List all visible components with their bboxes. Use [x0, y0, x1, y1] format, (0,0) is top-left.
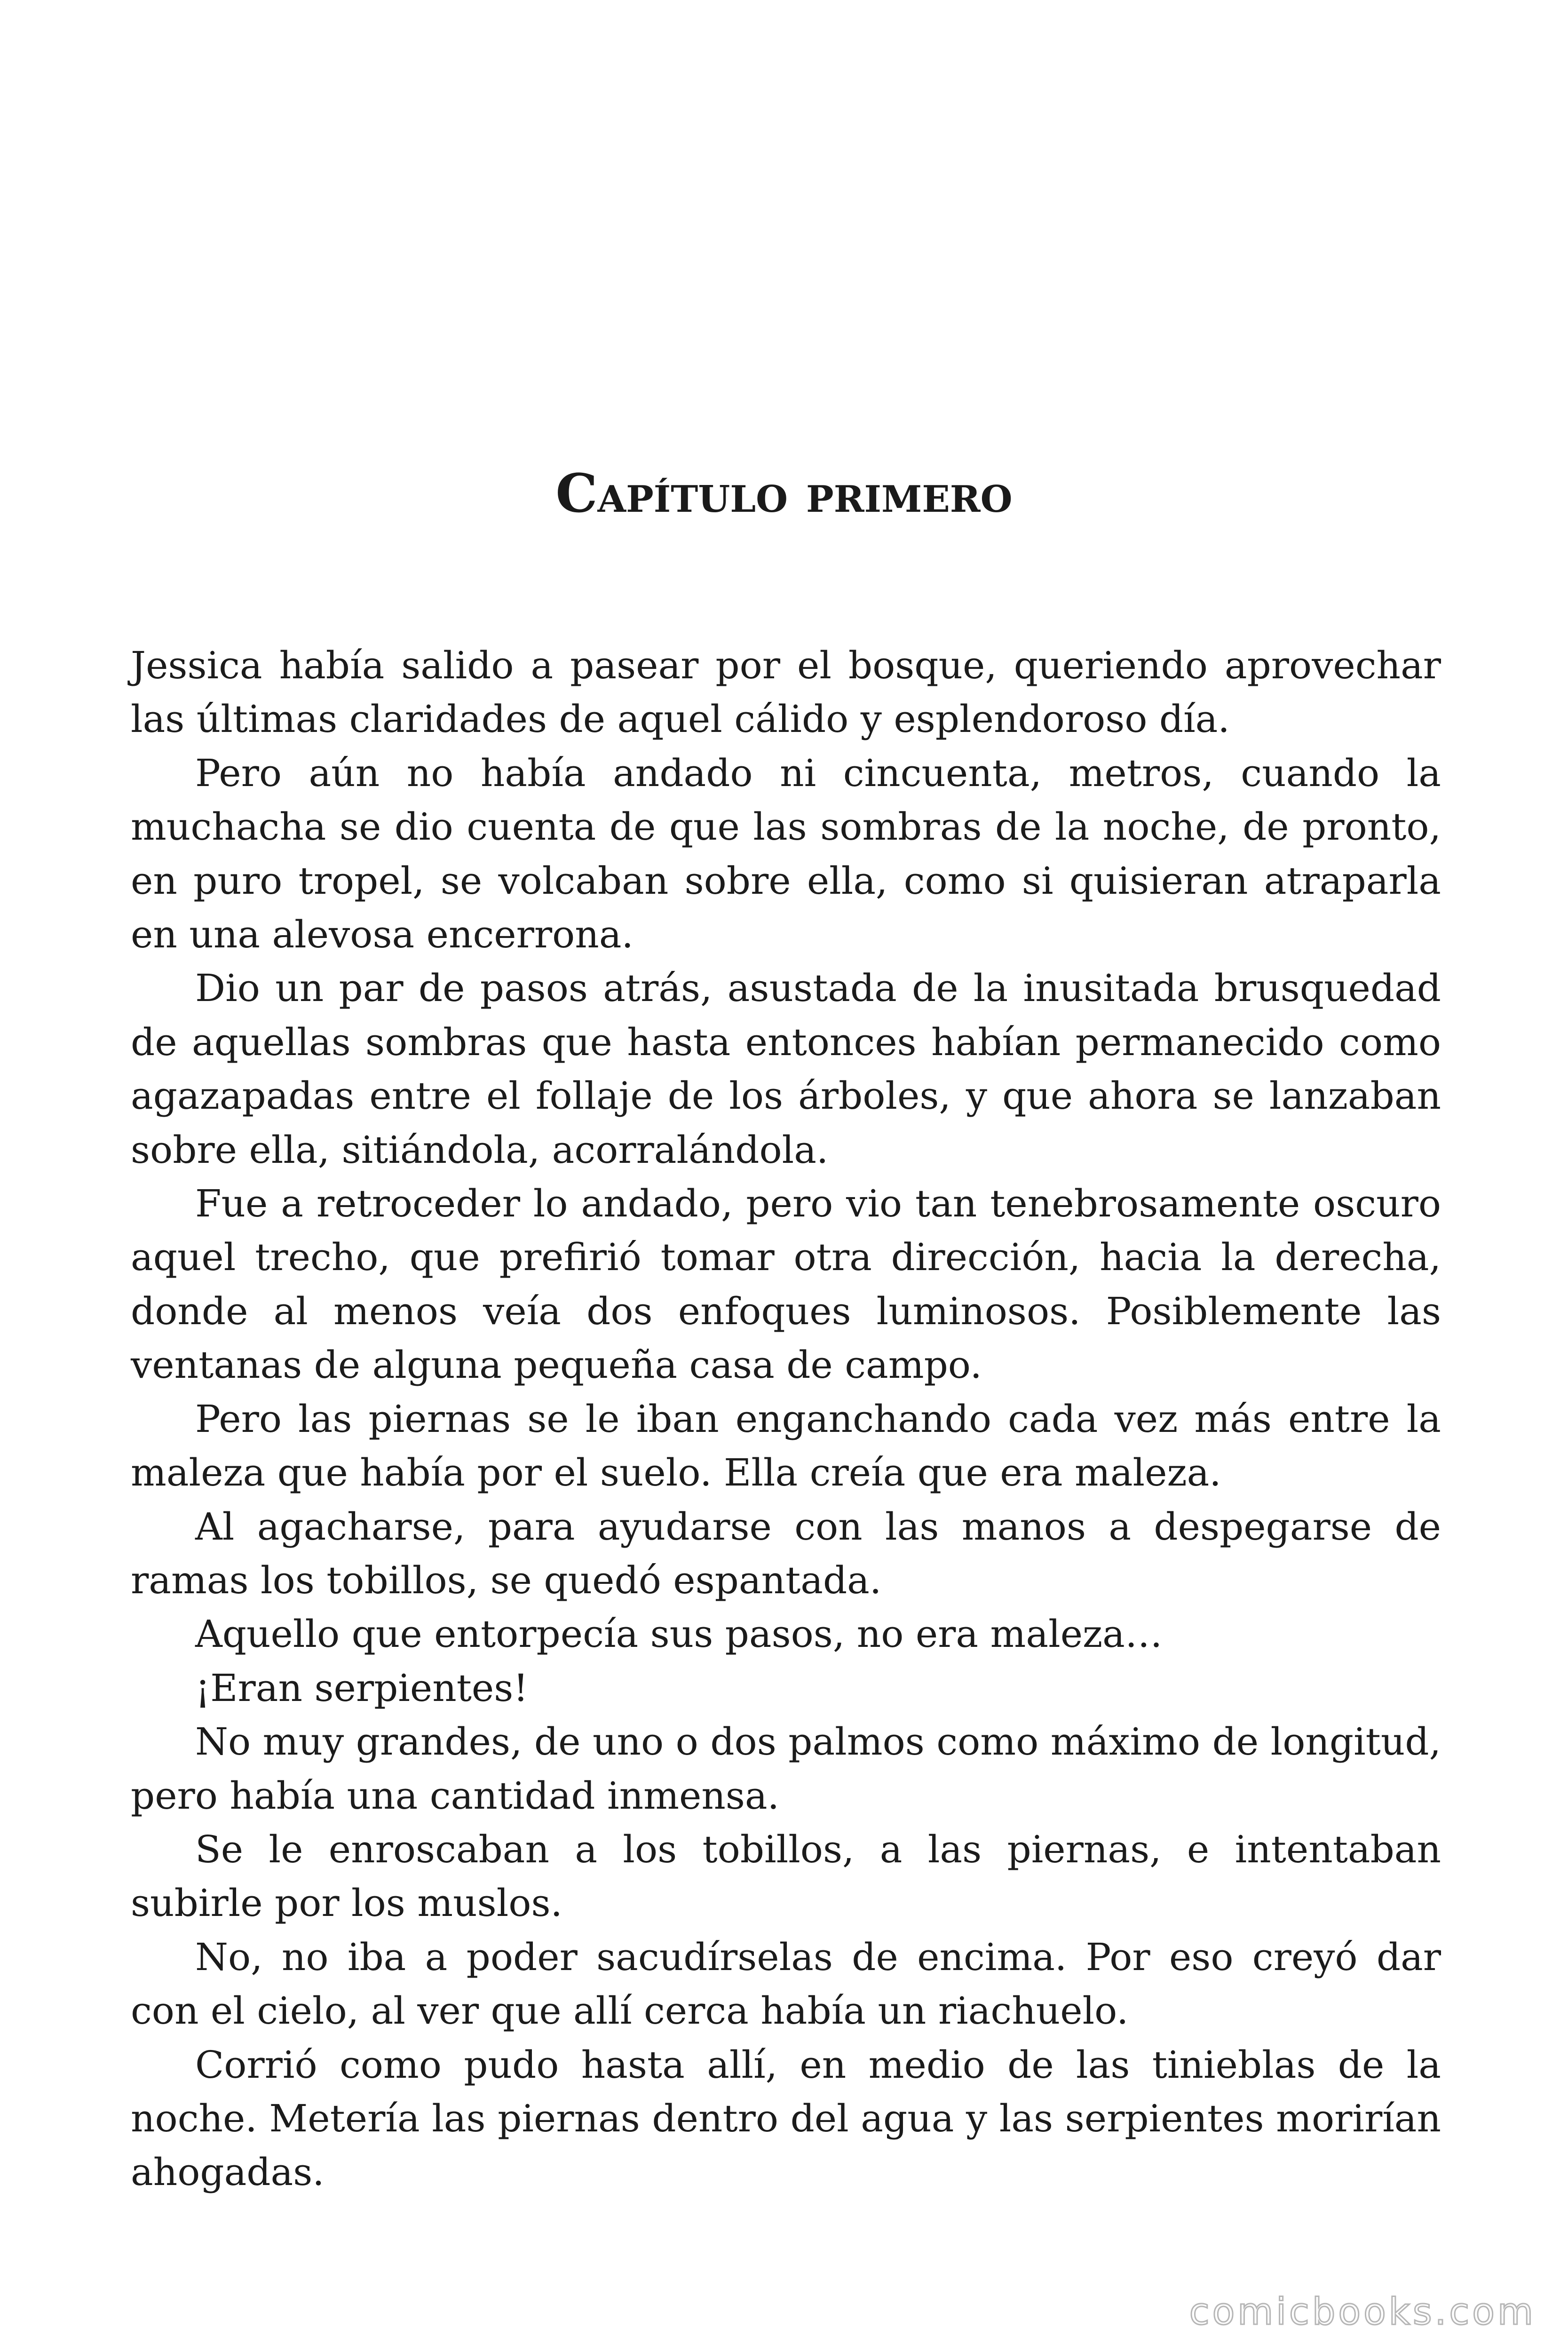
paragraph: No muy grandes, de uno o dos palmos como máximo de longitud, pero había una cantidad inmensa.: [131, 1720, 1441, 1818]
chapter-title: [0, 463, 1568, 524]
chapter-title-text: Capítulo primero: [555, 463, 1013, 524]
paragraph: Dio un par de pasos atrás, asustada de la inusitada brusquedad de aquellas sombras que hasta entonces habían permanecido como agazapadas entre el follaje de los árboles, y que ahora se lanzaban sobre ella, sitiándola, acorralándola.: [131, 966, 1441, 1172]
paragraph: Jessica había salido a pasear por el bosque, queriendo aprovechar las últimas claridades de aquel cálido y esplendoroso día.: [131, 644, 1441, 741]
paragraph: Corrió como pudo hasta allí, en medio de las tinieblas de la noche. Metería las piernas dentro del agua y las serpientes morirían ahogadas.: [131, 2042, 1441, 2194]
paragraph: No, no iba a poder sacudírselas de encima. Por eso creyó dar con el cielo, al ver que allí cerca había un riachuelo.: [131, 1935, 1441, 2033]
paragraph: Pero las piernas se le iban enganchando cada vez más entre la maleza que había por el suelo. Ella creía que era maleza.: [131, 1397, 1441, 1495]
paragraph: ¡Eran serpientes!: [195, 1666, 529, 1710]
watermark: comicbooks.com: [1189, 2291, 1536, 2333]
paragraph: Fue a retroceder lo andado, pero vio tan tenebrosamente oscuro aquel trecho, que prefirió tomar otra dirección, hacia la derecha, donde al menos veía dos enfoques luminosos. Posiblemente las ventanas de alguna pequeña casa de campo.: [131, 1182, 1441, 1387]
chapter-body: [131, 639, 1441, 2200]
paragraph: Se le enroscaban a los tobillos, a las piernas, e intentaban subirle por los muslos.: [131, 1827, 1441, 1925]
paragraph: Pero aún no había andado ni cincuenta, metros, cuando la muchacha se dio cuenta de que las sombras de la noche, de pronto, en puro tropel, se volcaban sobre ella, como si quisieran atraparla en una alevosa encerrona.: [131, 751, 1441, 957]
paragraph: Al agacharse, para ayudarse con las manos a despegarse de ramas los tobillos, se quedó espantada.: [131, 1504, 1441, 1602]
paragraph: Aquello que entorpecía sus pasos, no era maleza…: [195, 1612, 1163, 1656]
